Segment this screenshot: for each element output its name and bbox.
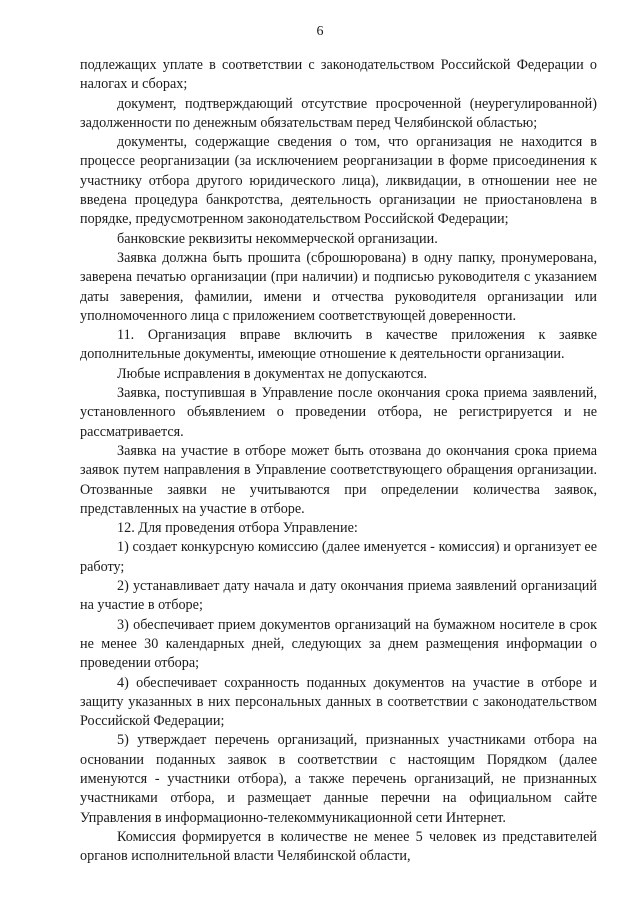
paragraph-clause-11: 11. Организация вправе включить в качестве приложения к заявке дополнительные документы, имеющие отношение к деятельности организации. (80, 327, 597, 363)
paragraph-debt-document: документ, подтверждающий отсутствие просроченной (неурегулированной) задолженности по денежным обязательствам перед Челябинской областью; (80, 95, 597, 131)
paragraph-application-withdrawal: Заявка на участие в отборе может быть отозвана до окончания срока приема заявок путем направления в Управление соответствующего обращения организации. Отозванные заявки не учитываются при определении количества заявок, представленных на участие в отборе. (80, 442, 597, 517)
page-number: 6 (316, 24, 324, 39)
paragraph-bank-details: банковские реквизиты некоммерческой организации. (117, 230, 438, 247)
document-body (80, 56, 597, 866)
paragraph-clause-12: 12. Для проведения отбора Управление: (117, 520, 358, 537)
paragraph-reorganization-documents: документы, содержащие сведения о том, что организация не находится в процессе реорганизации (за исключением реорганизации в форме присоединения к участнику отбора другого юридического лица), ликвидации, в отношении нее не введена процедура банкротства, деятельность организации не приостановлена в порядке, предусмотренном законодательством Российской Федерации; (80, 134, 597, 228)
paragraph-continuation: подлежащих уплате в соответствии с законодательством Российской Федерации о налогах и сборах; (80, 57, 597, 93)
paragraph-commission: Комиссия формируется в количестве не менее 5 человек из представителей органов исполнительной власти Челябинской области, (80, 828, 597, 865)
paragraph-late-application: Заявка, поступившая в Управление после окончания срока приема заявлений, установленного объявлением о проведении отбора, не регистрируется и не рассматривается. (80, 385, 597, 440)
list-item-3: 3) обеспечивает прием документов организаций на бумажном носителе в срок не менее 30 календарных дней, следующих за днем размещения информации о проведении отбора; (80, 616, 597, 672)
list-item-4: 4) обеспечивает сохранность поданных документов на участие в отборе и защиту указанных в них персональных данных в соответствии с законодательством Российской Федерации; (80, 674, 597, 730)
list-item-1: 1) создает конкурсную комиссию (далее именуется - комиссия) и организует ее работу; (80, 539, 597, 575)
paragraph-application-binding: Заявка должна быть прошита (сброшюрована) в одну папку, пронумерована, заверена печатью организации (при наличии) и подписью руководителя с указанием даты заверения, фамилии, имени и отчества руководителя организации или уполномоченного лица с приложением соответствующей доверенности. (80, 249, 597, 324)
list-item-2: 2) устанавливает дату начала и дату окончания приема заявлений организаций на участие в отборе; (80, 578, 597, 614)
list-item-5: 5) утверждает перечень организаций, признанных участниками отбора на основании поданных заявок в соответствии с настоящим Порядком (далее именуются - участники отбора), а также перечень организаций, не признанных участниками отбора, и размещает данные перечни на официальном сайте Управления в информационно-телекоммуникационной сети Интернет. (80, 732, 597, 826)
paragraph-no-corrections: Любые исправления в документах не допускаются. (117, 365, 428, 382)
